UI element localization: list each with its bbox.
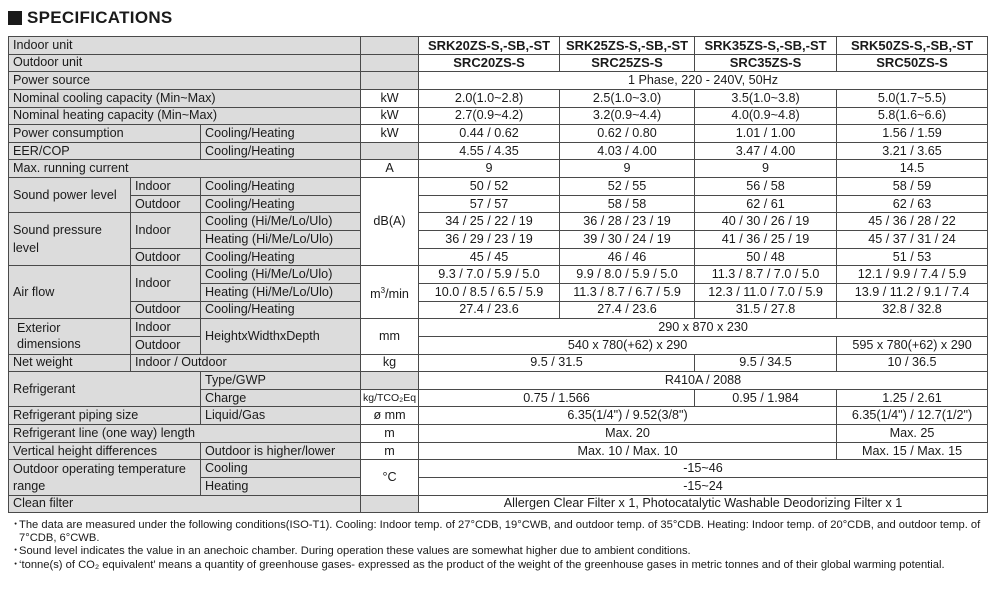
sub-label: Cooling/Heating <box>201 178 361 196</box>
sub-label: Cooling (Hi/Me/Lo/Ulo) <box>201 213 361 231</box>
table-row <box>9 319 988 337</box>
value-cell: 9 <box>695 160 837 178</box>
row-label: Refrigerant <box>9 372 201 407</box>
row-label: Exterior dimensions <box>9 319 131 354</box>
sub-label: Outdoor <box>131 336 201 354</box>
value-cell: 56 / 58 <box>695 178 837 196</box>
value-cell: 57 / 57 <box>419 195 560 213</box>
table-row <box>9 248 988 266</box>
sub-label: Heating (Hi/Me/Lo/Ulo) <box>201 231 361 249</box>
value-cell: 9.3 / 7.0 / 5.9 / 5.0 <box>419 266 560 284</box>
sub-label: Type/GWP <box>201 372 361 390</box>
value-cell: Max. 20 <box>419 425 837 443</box>
value-cell: 0.95 / 1.984 <box>695 389 837 407</box>
value-cell: 9.9 / 8.0 / 5.9 / 5.0 <box>560 266 695 284</box>
table-row <box>9 442 988 460</box>
value-cell: 1.56 / 1.59 <box>837 125 988 143</box>
sub-label: Outdoor <box>131 301 201 319</box>
value-cell: 2.5(1.0~3.0) <box>560 89 695 107</box>
model-cell: SRC25ZS-S <box>560 54 695 72</box>
value-cell: 39 / 30 / 24 / 19 <box>560 231 695 249</box>
unit-cell <box>361 72 419 90</box>
value-cell: 36 / 28 / 23 / 19 <box>560 213 695 231</box>
model-cell: SRK50ZS-S,-SB,-ST <box>837 37 988 55</box>
sub-label: Indoor / Outdoor <box>131 354 361 372</box>
bullet-icon: ・ <box>10 545 22 558</box>
sub-label: Indoor <box>131 213 201 248</box>
value-cell: 1 Phase, 220 - 240V, 50Hz <box>419 72 988 90</box>
sub-label: Indoor <box>131 266 201 301</box>
value-cell: 6.35(1/4") / 9.52(3/8") <box>419 407 837 425</box>
model-cell: SRK25ZS-S,-SB,-ST <box>560 37 695 55</box>
value-cell: 45 / 45 <box>419 248 560 266</box>
value-cell: 11.3 / 8.7 / 7.0 / 5.0 <box>695 266 837 284</box>
unit-superscript: 3 <box>380 285 386 295</box>
table-row <box>9 301 988 319</box>
row-label: Refrigerant piping size <box>9 407 201 425</box>
value-cell: 4.0(0.9~4.8) <box>695 107 837 125</box>
row-label: Outdoor unit <box>9 54 361 72</box>
row-label: Nominal heating capacity (Min~Max) <box>9 107 361 125</box>
value-cell: 52 / 55 <box>560 178 695 196</box>
table-row <box>9 213 988 231</box>
value-cell: 40 / 30 / 26 / 19 <box>695 213 837 231</box>
footnote <box>10 559 990 572</box>
model-cell: SRK20ZS-S,-SB,-ST <box>419 37 560 55</box>
value-cell: 0.44 / 0.62 <box>419 125 560 143</box>
value-cell: 4.55 / 4.35 <box>419 142 560 160</box>
value-cell: Max. 15 / Max. 15 <box>837 442 988 460</box>
value-cell: 9 <box>419 160 560 178</box>
sub-label: Cooling/Heating <box>201 142 361 160</box>
footnote-text: The data are measured under the following conditions(ISO-T1). Cooling: Indoor temp. of 27°CDB, 19°CWB, and outdoor temp. of 35°CDB. Heating: Indoor temp. of 20°CDB, and outdoor temp. of 7°CDB, 6°CWB. <box>19 519 981 545</box>
value-cell: 9.5 / 34.5 <box>695 354 837 372</box>
unit-cell: kW <box>361 125 419 143</box>
value-cell: Max. 10 / Max. 10 <box>419 442 837 460</box>
table-row <box>9 266 988 284</box>
sub-label: Cooling (Hi/Me/Lo/Ulo) <box>201 266 361 284</box>
value-cell: 12.1 / 9.9 / 7.4 / 5.9 <box>837 266 988 284</box>
value-cell: 290 x 870 x 230 <box>419 319 988 337</box>
footnote-text: ‘tonne(s) of CO₂ equivalent’ means a quantity of greenhouse gases- expressed as the product of the weight of the greenhouse gases in metric tonnes and of their global warming potential. <box>19 558 945 571</box>
section-header <box>8 7 173 29</box>
row-label: Indoor unit <box>9 37 361 55</box>
unit-cell: m <box>361 425 419 443</box>
value-cell: 27.4 / 23.6 <box>419 301 560 319</box>
table-row <box>9 195 988 213</box>
value-cell: 3.2(0.9~4.4) <box>560 107 695 125</box>
row-label: EER/COP <box>9 142 201 160</box>
table-row <box>9 178 988 196</box>
sub-label: HeightxWidthxDepth <box>201 319 361 354</box>
row-label: Outdoor operating temperature range <box>9 460 201 495</box>
value-cell: 0.62 / 0.80 <box>560 125 695 143</box>
sub-label: Indoor <box>131 178 201 196</box>
row-label: Sound power level <box>9 178 131 213</box>
value-cell: 10 / 36.5 <box>837 354 988 372</box>
footnote-text: Sound level indicates the value in an anechoic chamber. During operation these values are somewhat higher due to ambient conditions. <box>19 545 691 558</box>
table-row <box>9 354 988 372</box>
unit-cell: kW <box>361 107 419 125</box>
sub-label: Cooling/Heating <box>201 248 361 266</box>
value-cell: 58 / 59 <box>837 178 988 196</box>
value-cell: 62 / 63 <box>837 195 988 213</box>
sub-label: Heating <box>201 478 361 496</box>
model-cell: SRK35ZS-S,-SB,-ST <box>695 37 837 55</box>
row-label: Vertical height differences <box>9 442 201 460</box>
unit-tail: /min <box>385 286 409 301</box>
value-cell: 41 / 36 / 25 / 19 <box>695 231 837 249</box>
sub-label: Outdoor is higher/lower <box>201 442 361 460</box>
sub-label: Outdoor <box>131 248 201 266</box>
value-cell: 50 / 48 <box>695 248 837 266</box>
model-cell: SRC35ZS-S <box>695 54 837 72</box>
table-row <box>9 336 988 354</box>
unit-cell: mm <box>361 319 419 354</box>
value-cell: 12.3 / 11.0 / 7.0 / 5.9 <box>695 283 837 301</box>
value-cell: 0.75 / 1.566 <box>419 389 695 407</box>
table-row <box>9 54 988 72</box>
table-row <box>9 460 988 478</box>
footnotes <box>10 519 990 572</box>
unit-cell: m <box>361 442 419 460</box>
value-cell: 3.47 / 4.00 <box>695 142 837 160</box>
unit-cell <box>361 495 419 513</box>
table-row <box>9 372 988 390</box>
table-row <box>9 89 988 107</box>
row-label: Nominal cooling capacity (Min~Max) <box>9 89 361 107</box>
bullet-icon: ・ <box>10 558 22 571</box>
value-cell: Max. 25 <box>837 425 988 443</box>
value-cell: 34 / 25 / 22 / 19 <box>419 213 560 231</box>
value-cell: 10.0 / 8.5 / 6.5 / 5.9 <box>419 283 560 301</box>
row-label: Air flow <box>9 266 131 319</box>
table-row <box>9 407 988 425</box>
unit-cell <box>361 37 419 55</box>
sub-label: Cooling/Heating <box>201 125 361 143</box>
row-label: Power consumption <box>9 125 201 143</box>
value-cell: 2.7(0.9~4.2) <box>419 107 560 125</box>
specifications-table <box>8 36 988 513</box>
value-cell: 3.5(1.0~3.8) <box>695 89 837 107</box>
heading-square-icon <box>8 11 22 25</box>
value-cell: 27.4 / 23.6 <box>560 301 695 319</box>
sub-label: Liquid/Gas <box>201 407 361 425</box>
value-cell: 45 / 37 / 31 / 24 <box>837 231 988 249</box>
table-row <box>9 72 988 90</box>
sub-label: Heating (Hi/Me/Lo/Ulo) <box>201 283 361 301</box>
value-cell: -15~46 <box>419 460 988 478</box>
value-cell: 5.8(1.6~6.6) <box>837 107 988 125</box>
sub-label: Outdoor <box>131 195 201 213</box>
row-label: Power source <box>9 72 361 90</box>
value-cell: 14.5 <box>837 160 988 178</box>
sub-label: Cooling/Heating <box>201 301 361 319</box>
value-cell: 31.5 / 27.8 <box>695 301 837 319</box>
unit-cell <box>361 54 419 72</box>
value-cell: 4.03 / 4.00 <box>560 142 695 160</box>
value-cell: 32.8 / 32.8 <box>837 301 988 319</box>
value-cell: Allergen Clear Filter x 1, Photocatalytic Washable Deodorizing Filter x 1 <box>419 495 988 513</box>
model-cell: SRC50ZS-S <box>837 54 988 72</box>
unit-cell: °C <box>361 460 419 495</box>
row-label: Net weight <box>9 354 131 372</box>
value-cell: 58 / 58 <box>560 195 695 213</box>
table-row <box>9 142 988 160</box>
value-cell: 13.9 / 11.2 / 9.1 / 7.4 <box>837 283 988 301</box>
unit-cell <box>361 266 419 319</box>
table-row <box>9 37 988 55</box>
table-row <box>9 495 988 513</box>
footnote <box>10 545 990 558</box>
value-cell: 540 x 780(+62) x 290 <box>419 336 837 354</box>
unit-cell: kg/TCO₂Eq <box>361 389 419 407</box>
unit-cell <box>361 372 419 390</box>
unit-cell: dB(A) <box>361 178 419 266</box>
value-cell: 46 / 46 <box>560 248 695 266</box>
value-cell: 62 / 61 <box>695 195 837 213</box>
sub-label: Indoor <box>131 319 201 337</box>
value-cell: 11.3 / 8.7 / 6.7 / 5.9 <box>560 283 695 301</box>
row-label: Clean filter <box>9 495 361 513</box>
table-row <box>9 125 988 143</box>
section-title: SPECIFICATIONS <box>27 8 173 27</box>
value-cell: 9 <box>560 160 695 178</box>
sub-label: Charge <box>201 389 361 407</box>
value-cell: R410A / 2088 <box>419 372 988 390</box>
footnote <box>10 519 990 545</box>
unit-base: m <box>370 286 381 301</box>
value-cell: 1.25 / 2.61 <box>837 389 988 407</box>
row-label: Refrigerant line (one way) length <box>9 425 361 443</box>
unit-cell: ø mm <box>361 407 419 425</box>
table-row <box>9 160 988 178</box>
value-cell: 45 / 36 / 28 / 22 <box>837 213 988 231</box>
unit-cell: kg <box>361 354 419 372</box>
unit-cell: kW <box>361 89 419 107</box>
value-cell: 50 / 52 <box>419 178 560 196</box>
unit-cell <box>361 142 419 160</box>
unit-cell: A <box>361 160 419 178</box>
bullet-icon: ・ <box>10 519 22 531</box>
table-row <box>9 107 988 125</box>
value-cell: 3.21 / 3.65 <box>837 142 988 160</box>
model-cell: SRC20ZS-S <box>419 54 560 72</box>
value-cell: 9.5 / 31.5 <box>419 354 695 372</box>
value-cell: 51 / 53 <box>837 248 988 266</box>
row-label: Sound pressure level <box>9 213 131 266</box>
row-label: Max. running current <box>9 160 361 178</box>
value-cell: 6.35(1/4") / 12.7(1/2") <box>837 407 988 425</box>
value-cell: 2.0(1.0~2.8) <box>419 89 560 107</box>
sub-label: Cooling <box>201 460 361 478</box>
value-cell: 1.01 / 1.00 <box>695 125 837 143</box>
value-cell: 36 / 29 / 23 / 19 <box>419 231 560 249</box>
sub-label: Cooling/Heating <box>201 195 361 213</box>
value-cell: 5.0(1.7~5.5) <box>837 89 988 107</box>
table-row <box>9 425 988 443</box>
value-cell: 595 x 780(+62) x 290 <box>837 336 988 354</box>
value-cell: -15~24 <box>419 478 988 496</box>
